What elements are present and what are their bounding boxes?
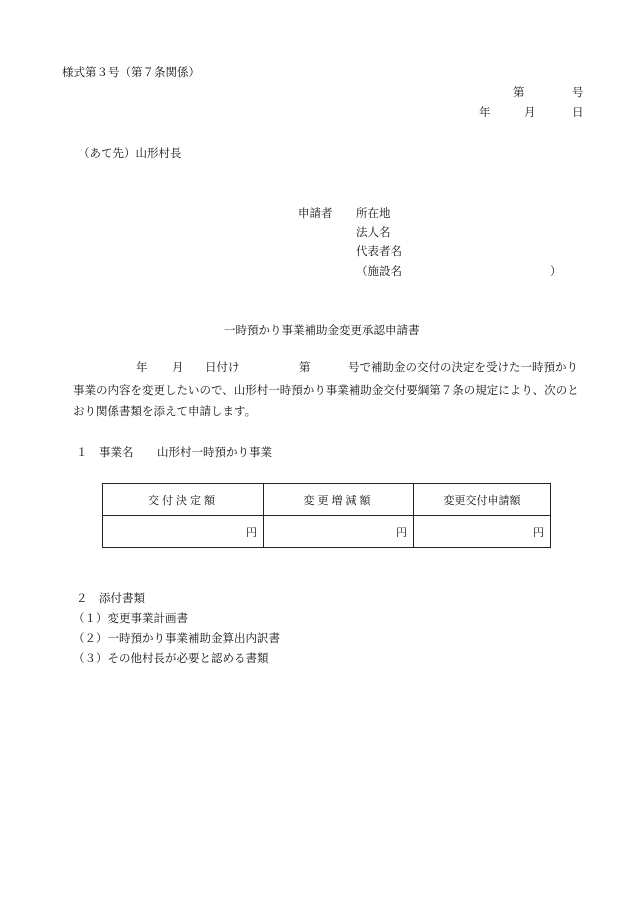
body-dai: 第 — [299, 360, 311, 374]
form-number: 様式第３号（第７条関係） — [62, 65, 200, 79]
item1-label: 事業名 — [99, 445, 134, 459]
representative-label: 代表者名 — [356, 244, 402, 258]
item2-label: 添付書類 — [99, 591, 145, 605]
table-row — [103, 516, 551, 548]
header-grant-decision-amount: 交付決定額 — [103, 484, 264, 516]
address-label: 所在地 — [356, 206, 391, 220]
facility-name-close: ） — [550, 264, 562, 278]
header-revised-request-amount: 変更交付申請額 — [414, 484, 551, 516]
amount-table — [102, 483, 551, 548]
item1-number: １ — [76, 445, 88, 459]
table-header-row — [103, 484, 551, 516]
attachment-item-2: （２）一時預かり事業補助金算出内訳書 — [73, 631, 280, 645]
header-change-amount: 変更増減額 — [264, 484, 414, 516]
doc-number-dai: 第 — [513, 85, 525, 99]
item1-value: 山形村一時預かり事業 — [157, 445, 272, 459]
date-month: 月 — [524, 105, 536, 119]
facility-name-label: （施設名 — [356, 264, 402, 278]
applicant-label: 申請者 — [298, 206, 333, 220]
body-line2: 事業の内容を変更したいので、山形村一時預かり事業補助金交付要綱第７条の規定により、次のと — [73, 383, 579, 397]
body-dated: 日付け — [205, 360, 240, 374]
attachment-item-1: （１）変更事業計画書 — [73, 611, 188, 625]
attachment-item-3: （３）その他村長が必要と認める書類 — [73, 651, 269, 665]
body-year: 年 — [136, 360, 148, 374]
date-day: 日 — [572, 105, 584, 119]
body-month: 月 — [172, 360, 184, 374]
addressee: （あて先）山形村長 — [78, 146, 182, 160]
date-year: 年 — [479, 105, 491, 119]
doc-number-go: 号 — [572, 85, 584, 99]
cell-revised-request-amount: 円 — [414, 516, 551, 548]
cell-grant-decision-amount: 円 — [103, 516, 264, 548]
cell-change-amount: 円 — [264, 516, 414, 548]
corp-name-label: 法人名 — [356, 225, 391, 239]
body-line1-rest: 号で補助金の交付の決定を受けた一時預かり — [348, 360, 578, 374]
document-title: 一時預かり事業補助金変更承認申請書 — [224, 323, 420, 337]
item2-number: ２ — [76, 591, 88, 605]
body-line3: おり関係書類を添えて申請します。 — [73, 404, 257, 418]
